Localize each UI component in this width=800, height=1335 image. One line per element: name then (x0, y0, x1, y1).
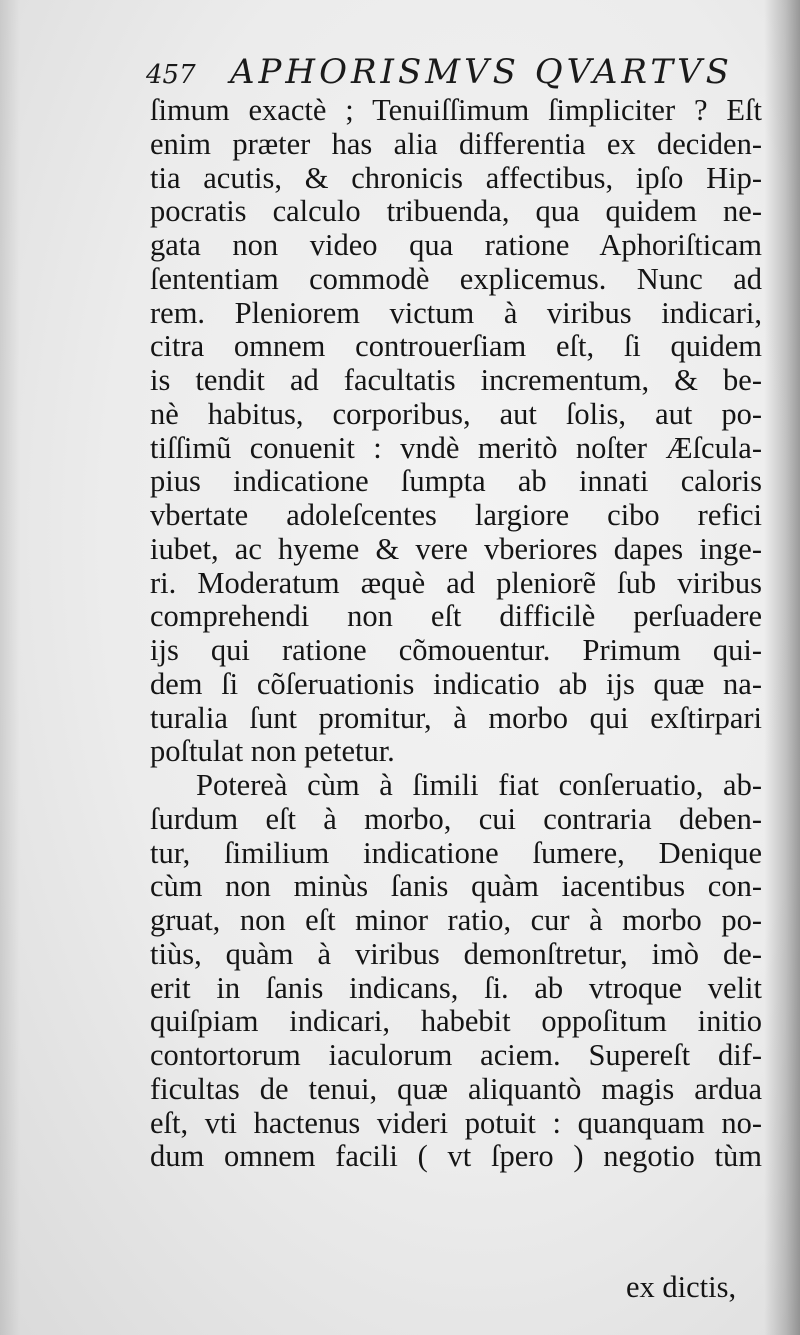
text-line: contortorum iaculorum aciem. Supereſt dif- (150, 1038, 762, 1072)
left-edge-shadow (0, 0, 20, 1335)
running-head: APHORISMVS QVARTVS (230, 52, 733, 92)
text-line: ſurdum eſt à morbo, cui contraria deben- (150, 801, 762, 836)
text-line: ri. Moderatum æquè ad pleniorẽ ſub viribus (150, 565, 762, 600)
text-line: ſimum exactè ; Tenuiſſimum ſimpliciter ? Eſt (150, 93, 762, 127)
right-edge-shadow (764, 0, 800, 1335)
text-line: tiſſimũ conuenit : vndè meritò noſter Æſcula- (150, 430, 762, 465)
text-line: cùm non minùs ſanis quàm iacentibus con- (150, 869, 762, 904)
text-line: iubet, ac hyeme & vere vberiores dapes inge- (150, 531, 762, 566)
text-line: comprehendi non eſt difficilè perſuadere (150, 599, 762, 634)
page-number: 457 (146, 60, 196, 90)
text-line: gruat, non eſt minor ratio, cur à morbo po- (150, 903, 762, 937)
text-line: dem ſi cõſeruationis indicatio ab ijs quæ na- (150, 666, 762, 701)
text-line: Potereà cùm à ſimili fiat conſeruatio, ab- (196, 768, 762, 802)
text-line: enim præter has alia differentia ex deciden- (150, 126, 762, 161)
text-line: dum omnem facili ( vt ſpero ) negotio tùm (150, 1139, 762, 1174)
text-line: vbertate adoleſcentes largiore cibo refici (150, 498, 762, 532)
text-line: poſtulat non petetur. (150, 734, 395, 769)
text-line: erit in ſanis indicans, ſi. ab vtroque velit (150, 970, 762, 1005)
text-line: pius indicatione ſumpta ab innati caloris (150, 464, 762, 499)
text-line: pocratis calculo tribuenda, qua quidem ne- (150, 194, 762, 229)
text-line: nè habitus, corporibus, aut ſolis, aut po- (150, 396, 762, 431)
text-line: ijs qui ratione cõmouentur. Primum qui- (150, 633, 762, 667)
text-line: tur, ſimilium indicatione ſumere, Denique (150, 835, 762, 870)
text-line: is tendit ad facultatis incrementum, & be- (150, 363, 762, 397)
text-line: citra omnem controuerſiam eſt, ſi quidem (150, 329, 762, 364)
text-line: gata non video qua ratione Aphoriſticam (150, 228, 762, 262)
text-line: turalia ſunt promitur, à morbo qui exſtirpari (150, 700, 762, 735)
text-line: tia acutis, & chronicis affectibus, ipſo Hip- (150, 160, 762, 195)
text-line: ſententiam commodè explicemus. Nunc ad (150, 261, 762, 296)
text-line: tiùs, quàm à viribus demonſtretur, imò de- (150, 936, 762, 971)
page-header (146, 52, 746, 96)
text-line: eſt, vti hactenus videri potuit : quanquam no- (150, 1105, 762, 1140)
catchword: ex dictis, (626, 1270, 737, 1304)
text-line: quiſpiam indicari, habebit oppoſitum initio (150, 1004, 762, 1039)
body-text (150, 94, 762, 1174)
text-line: rem. Pleniorem victum à viribus indicari, (150, 295, 762, 330)
text-line: ficultas de tenui, quæ aliquantò magis ardua (150, 1071, 762, 1106)
